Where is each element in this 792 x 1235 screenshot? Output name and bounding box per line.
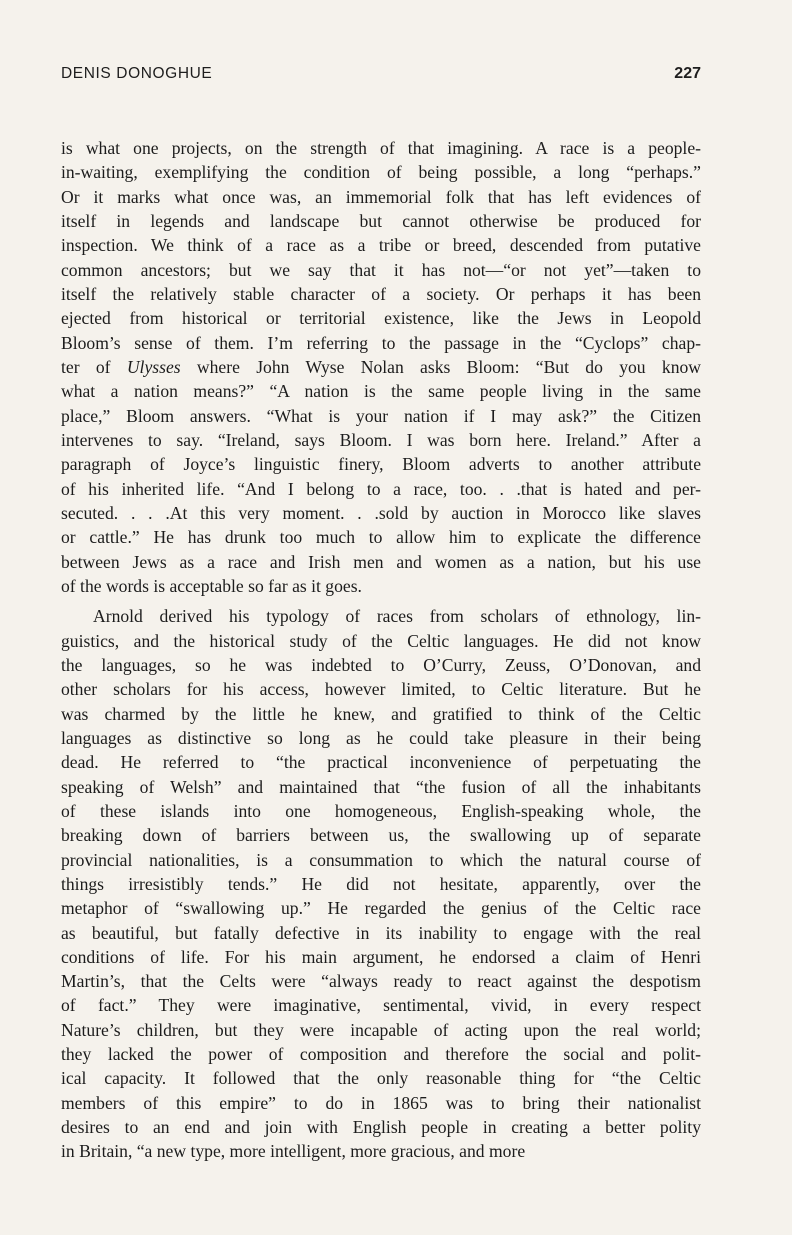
text-line: ter of Ulysses where John Wyse Nolan asks Bloom: “But do you know xyxy=(61,356,702,377)
text-line: desires to an end and join with English people in creating a better polity xyxy=(61,1117,701,1138)
text-line: of his inherited life. “And I belong to a race, too. . .that is hated and per- xyxy=(61,478,701,499)
text-line: breaking down of barriers between us, the swallowing up of separate xyxy=(61,825,701,846)
text-line: metaphor of “swallowing up.” He regarded the genius of the Celtic race xyxy=(61,898,701,919)
book-title: Ulysses xyxy=(126,356,181,377)
text-line: things irresistibly tends.” He did not hesitate, apparently, over the xyxy=(61,873,701,894)
text-line: conditions of life. For his main argument, he endorsed a claim of Henri xyxy=(61,946,701,967)
text-line: itself in legends and landscape but cannot otherwise be produced for xyxy=(61,210,701,231)
text-line: of fact.” They were imaginative, sentimental, vivid, in every respect xyxy=(61,995,701,1016)
text-line: of these islands into one homogeneous, English-speaking whole, the xyxy=(61,800,701,821)
text-line: itself the relatively stable character of a society. Or perhaps it has been xyxy=(61,283,701,304)
running-head-author: DENIS DONOGHUE xyxy=(61,65,213,82)
text-line: place,” Bloom answers. “What is your nation if I may ask?” the Citizen xyxy=(61,405,701,426)
text-line: Nature’s children, but they were incapable of acting upon the real world; xyxy=(61,1019,701,1040)
text-line: the languages, so he was indebted to O’Curry, Zeuss, O’Donovan, and xyxy=(61,654,701,675)
page-number: 227 xyxy=(674,65,701,82)
text-line: of the words is acceptable so far as it goes. xyxy=(61,575,362,596)
text-line: Arnold derived his typology of races from scholars of ethnology, lin- xyxy=(93,606,701,627)
text-line: in Britain, “a new type, more intelligent, more gracious, and more xyxy=(61,1141,526,1162)
text-line: was charmed by the little he knew, and gratified to think of the Celtic xyxy=(61,703,701,724)
text-line: between Jews as a race and Irish men and women as a nation, but his use xyxy=(61,551,701,572)
text-line: inspection. We think of a race as a tribe or breed, descended from putative xyxy=(61,235,701,256)
text-line: or cattle.” He has drunk too much to allow him to explicate the difference xyxy=(61,527,701,548)
text-line: languages as distinctive so long as he could take pleasure in their being xyxy=(61,727,701,748)
text-line: other scholars for his access, however limited, to Celtic literature. But he xyxy=(61,679,701,700)
text-line: secuted. . . .At this very moment. . .sold by auction in Morocco like slaves xyxy=(61,502,701,523)
text-line: Martin’s, that the Celts were “always ready to react against the despotism xyxy=(61,971,701,992)
text-line: as beautiful, but fatally defective in its inability to engage with the real xyxy=(61,922,701,943)
text-line: they lacked the power of composition and therefore the social and polit- xyxy=(61,1044,701,1065)
text-line: guistics, and the historical study of the Celtic languages. He did not know xyxy=(61,630,701,651)
text-line: dead. He referred to “the practical inconvenience of perpetuating the xyxy=(61,752,701,773)
text-line: is what one projects, on the strength of that imagining. A race is a people- xyxy=(61,138,701,158)
text-line: what a nation means?” “A nation is the same people living in the same xyxy=(61,381,701,402)
text-line: common ancestors; but we say that it has not—“or not yet”—taken to xyxy=(61,259,701,280)
text-line: members of this empire” to do in 1865 was to bring their nationalist xyxy=(61,1092,701,1113)
text-line: Bloom’s sense of them. I’m referring to the passage in the “Cyclops” chap- xyxy=(61,332,701,353)
text-line: intervenes to say. “Ireland, says Bloom. I was born here. Ireland.” After a xyxy=(61,429,701,450)
running-head xyxy=(61,65,701,87)
paragraph xyxy=(61,136,701,598)
paragraph xyxy=(61,604,701,1164)
body-text xyxy=(61,136,701,1164)
text-line: in-waiting, exemplifying the condition of being possible, a long “perhaps.” xyxy=(61,162,701,183)
text-line: ical capacity. It followed that the only reasonable thing for “the Celtic xyxy=(61,1068,701,1089)
text-line: speaking of Welsh” and maintained that “the fusion of all the inhabitants xyxy=(61,776,701,797)
text-line: paragraph of Joyce’s linguistic finery, Bloom adverts to another attribute xyxy=(61,454,701,475)
text-line: ejected from historical or territorial existence, like the Jews in Leopold xyxy=(61,308,701,329)
text-line: provincial nationalities, is a consummation to which the natural course of xyxy=(61,849,701,870)
text-line: Or it marks what once was, an immemorial folk that has left evidences of xyxy=(61,186,701,207)
